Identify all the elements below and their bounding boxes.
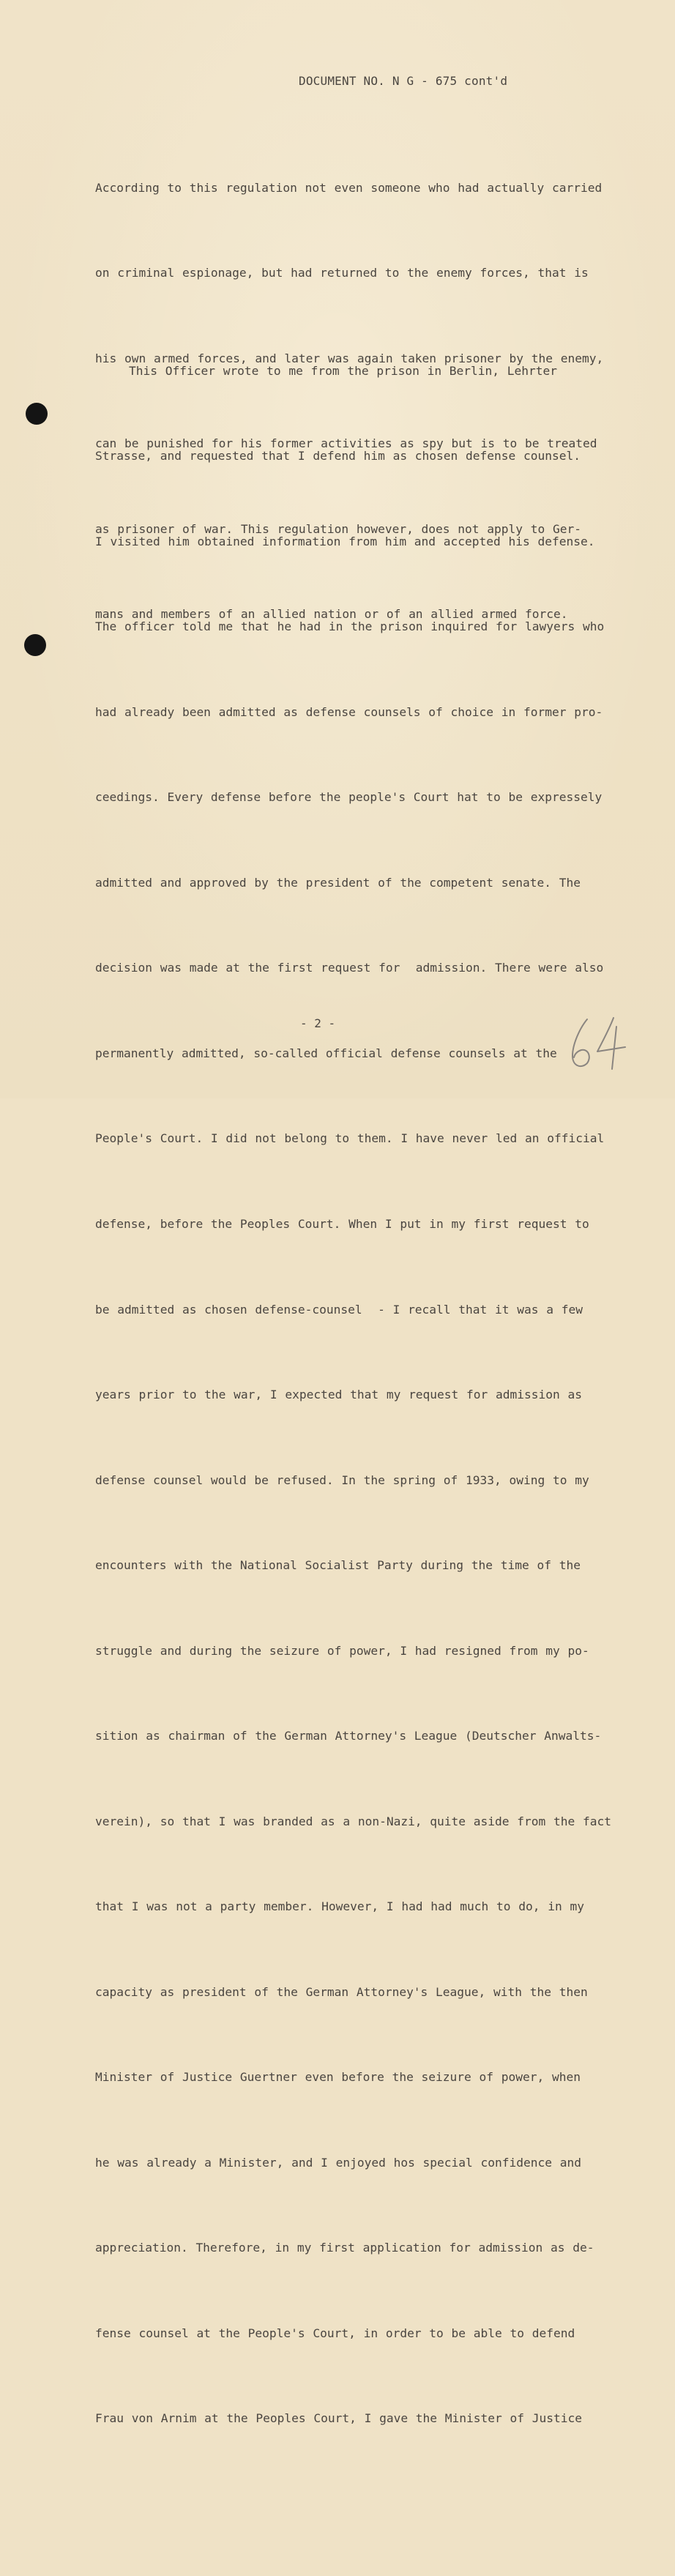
text-line: Strasse, and requested that I defend him as chosen defense counsel. bbox=[95, 449, 581, 464]
text-line: his own armed forces, and later was again taken prisoner by the enemy, bbox=[95, 351, 604, 365]
text-line: on criminal espionage, but had returned to the enemy forces, that is bbox=[95, 266, 589, 280]
page-number: - 2 - bbox=[300, 1016, 336, 1030]
text-line: People's Court. I did not belong to them. I have never led an official bbox=[95, 1131, 605, 1146]
text-line: mans and members of an allied nation or of an allied armed force. bbox=[95, 607, 568, 622]
text-line: ceedings. Every defense before the people's Court hat to be expressely bbox=[95, 790, 603, 805]
text-line: encounters with the National Socialist Party during the time of the bbox=[95, 1558, 581, 1573]
text-line: sition as chairman of the German Attorney's League (Deutscher Anwalts- bbox=[95, 1729, 602, 1743]
text-line: capacity as president of the German Attorney's League, with the then bbox=[95, 1984, 588, 1999]
text-line: permanently admitted, so-called official defense counsels at the bbox=[95, 1046, 557, 1060]
text-line bbox=[95, 2490, 611, 2519]
text-line: Frau von Arnim at the Peoples Court, I gave the Minister of Justice bbox=[95, 2411, 582, 2426]
text-line: admitted and approved by the president of the competent senate. The bbox=[95, 875, 581, 890]
text-line: as prisoner of war. This regulation however, does not apply to Ger- bbox=[95, 521, 581, 536]
text-line: I visited him obtained information from him and accepted his defense. bbox=[95, 534, 595, 548]
text-line: The officer told me that he had in the prison inquired for lawyers who bbox=[95, 619, 605, 634]
document-header: DOCUMENT NO. N G - 675 cont'd bbox=[299, 74, 508, 88]
punch-hole bbox=[26, 403, 48, 425]
text-line: verein), so that I was branded as a non-Nazi, quite aside from the fact bbox=[95, 1814, 611, 1828]
text-line: be admitted as chosen defense-counsel - I recall that it was a few bbox=[95, 1302, 583, 1317]
document-body bbox=[95, 117, 611, 2426]
text-line: that I was not a party member. However, I had had much to do, in my bbox=[95, 1899, 584, 1914]
text-line: he was already a Minister, and I enjoyed hos special confidence and bbox=[95, 2155, 581, 2170]
text-line: According to this regulation not even someone who had actually carried bbox=[95, 180, 603, 195]
punch-hole bbox=[24, 634, 46, 656]
text-line: struggle and during the seizure of power, I had resigned from my po- bbox=[95, 1643, 589, 1658]
text-line: defense counsel would be refused. In the spring of 1933, owing to my bbox=[95, 1473, 589, 1487]
handwritten-folio-number bbox=[565, 1013, 638, 1072]
text-line: decision was made at the first request for admission. There were also bbox=[95, 961, 604, 975]
text-line: defense, before the Peoples Court. When I put in my first request to bbox=[95, 1217, 589, 1231]
text-line: This Officer wrote to me from the prison in Berlin, Lehrter bbox=[129, 363, 557, 378]
text-line: can be punished for his former activities as spy but is to be treated bbox=[95, 436, 597, 451]
text-line: appreciation. Therefore, in my first application for admission as de- bbox=[95, 2241, 594, 2255]
text-line: years prior to the war, I expected that my request for admission as bbox=[95, 1388, 582, 1402]
text-line: fense counsel at the People's Court, in order to be able to defend bbox=[95, 2326, 575, 2340]
text-line: Minister of Justice Guertner even before the seizure of power, when bbox=[95, 2070, 581, 2085]
paragraph-2 bbox=[95, 300, 611, 2576]
text-line: had already been admitted as defense counsels of choice in former pro- bbox=[95, 704, 603, 719]
